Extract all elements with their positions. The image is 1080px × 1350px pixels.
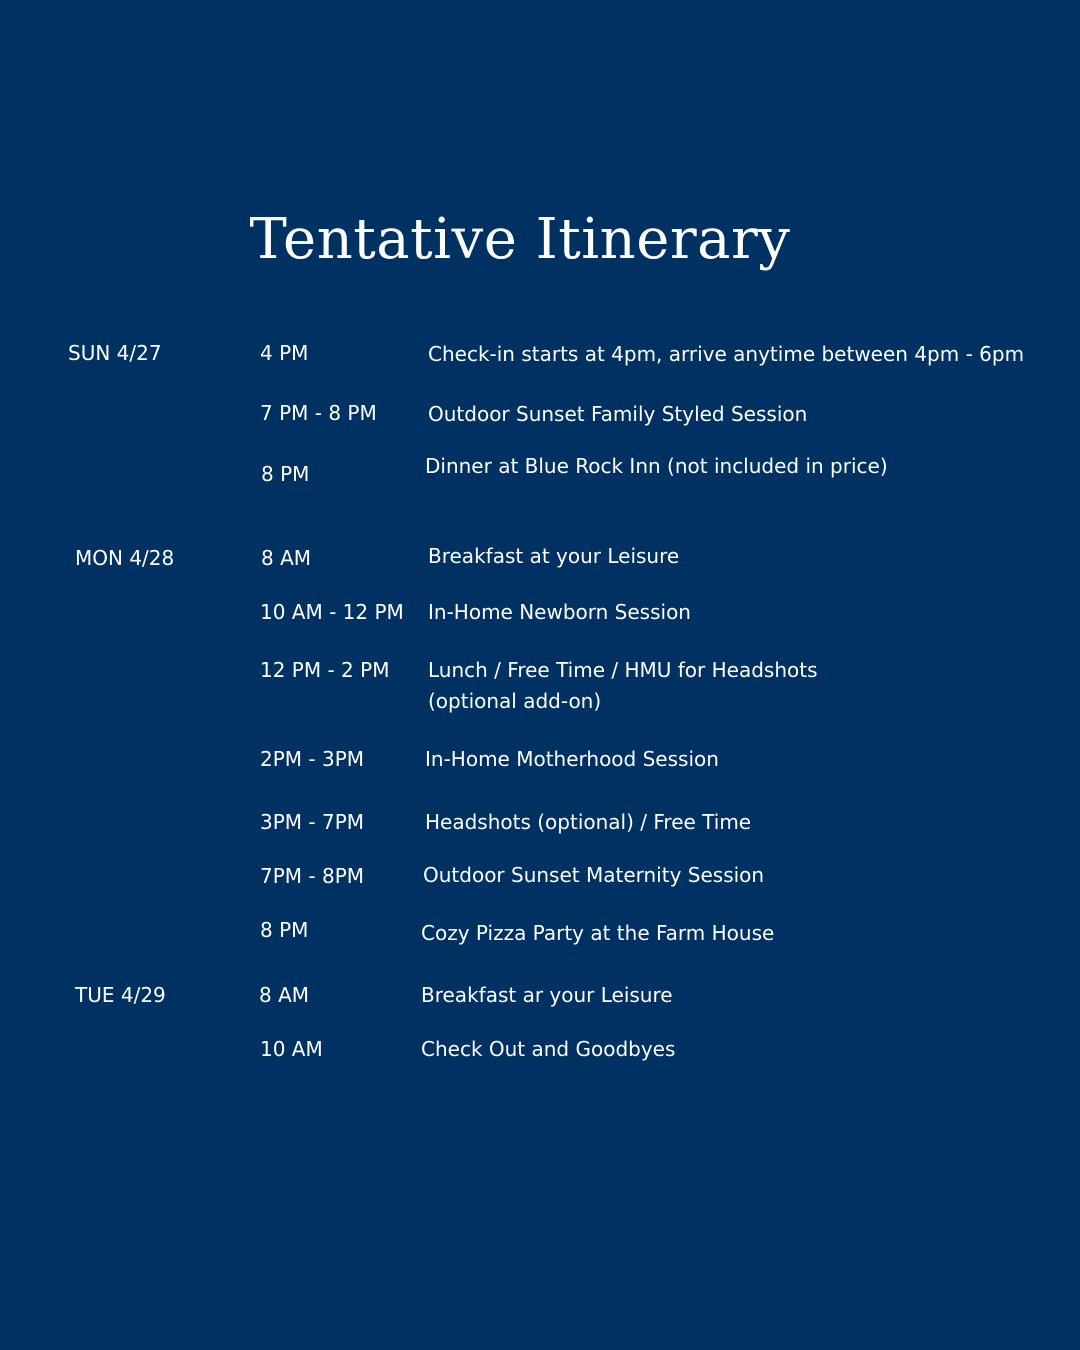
event-time: 4 PM (260, 341, 309, 365)
event-time: 8 PM (260, 918, 309, 942)
event-description: Outdoor Sunset Family Styled Session (428, 402, 808, 426)
event-description: Breakfast at your Leisure (428, 544, 680, 568)
event-description: Headshots (optional) / Free Time (425, 810, 752, 834)
event-description: Outdoor Sunset Maternity Session (423, 863, 765, 887)
event-time: 8 PM (261, 462, 310, 486)
day-label-tue: TUE 4/29 (75, 983, 166, 1007)
event-time: 12 PM - 2 PM (260, 658, 390, 682)
event-time: 2PM - 3PM (260, 747, 365, 771)
event-time: 8 AM (261, 546, 312, 570)
event-description: Dinner at Blue Rock Inn (not included in price) (425, 454, 888, 478)
event-time: 10 AM - 12 PM (260, 600, 404, 624)
event-time: 7 PM - 8 PM (260, 401, 377, 425)
event-description: In-Home Newborn Session (428, 600, 691, 624)
page-title: Tentative Itinerary (249, 207, 791, 272)
event-description: Cozy Pizza Party at the Farm House (421, 921, 775, 945)
event-description: Breakfast ar your Leisure (421, 983, 673, 1007)
event-description: Check-in starts at 4pm, arrive anytime between 4pm - 6pm (428, 342, 1025, 366)
event-description: In-Home Motherhood Session (425, 747, 719, 771)
event-description-line2: (optional add-on) (428, 689, 602, 713)
event-time: 8 AM (259, 983, 310, 1007)
event-time: 7PM - 8PM (260, 864, 365, 888)
event-time: 3PM - 7PM (260, 810, 365, 834)
day-label-sun: SUN 4/27 (68, 341, 162, 365)
event-description: Lunch / Free Time / HMU for Headshots (428, 658, 818, 682)
event-time: 10 AM (260, 1037, 323, 1061)
event-description: Check Out and Goodbyes (421, 1037, 676, 1061)
day-label-mon: MON 4/28 (75, 546, 175, 570)
